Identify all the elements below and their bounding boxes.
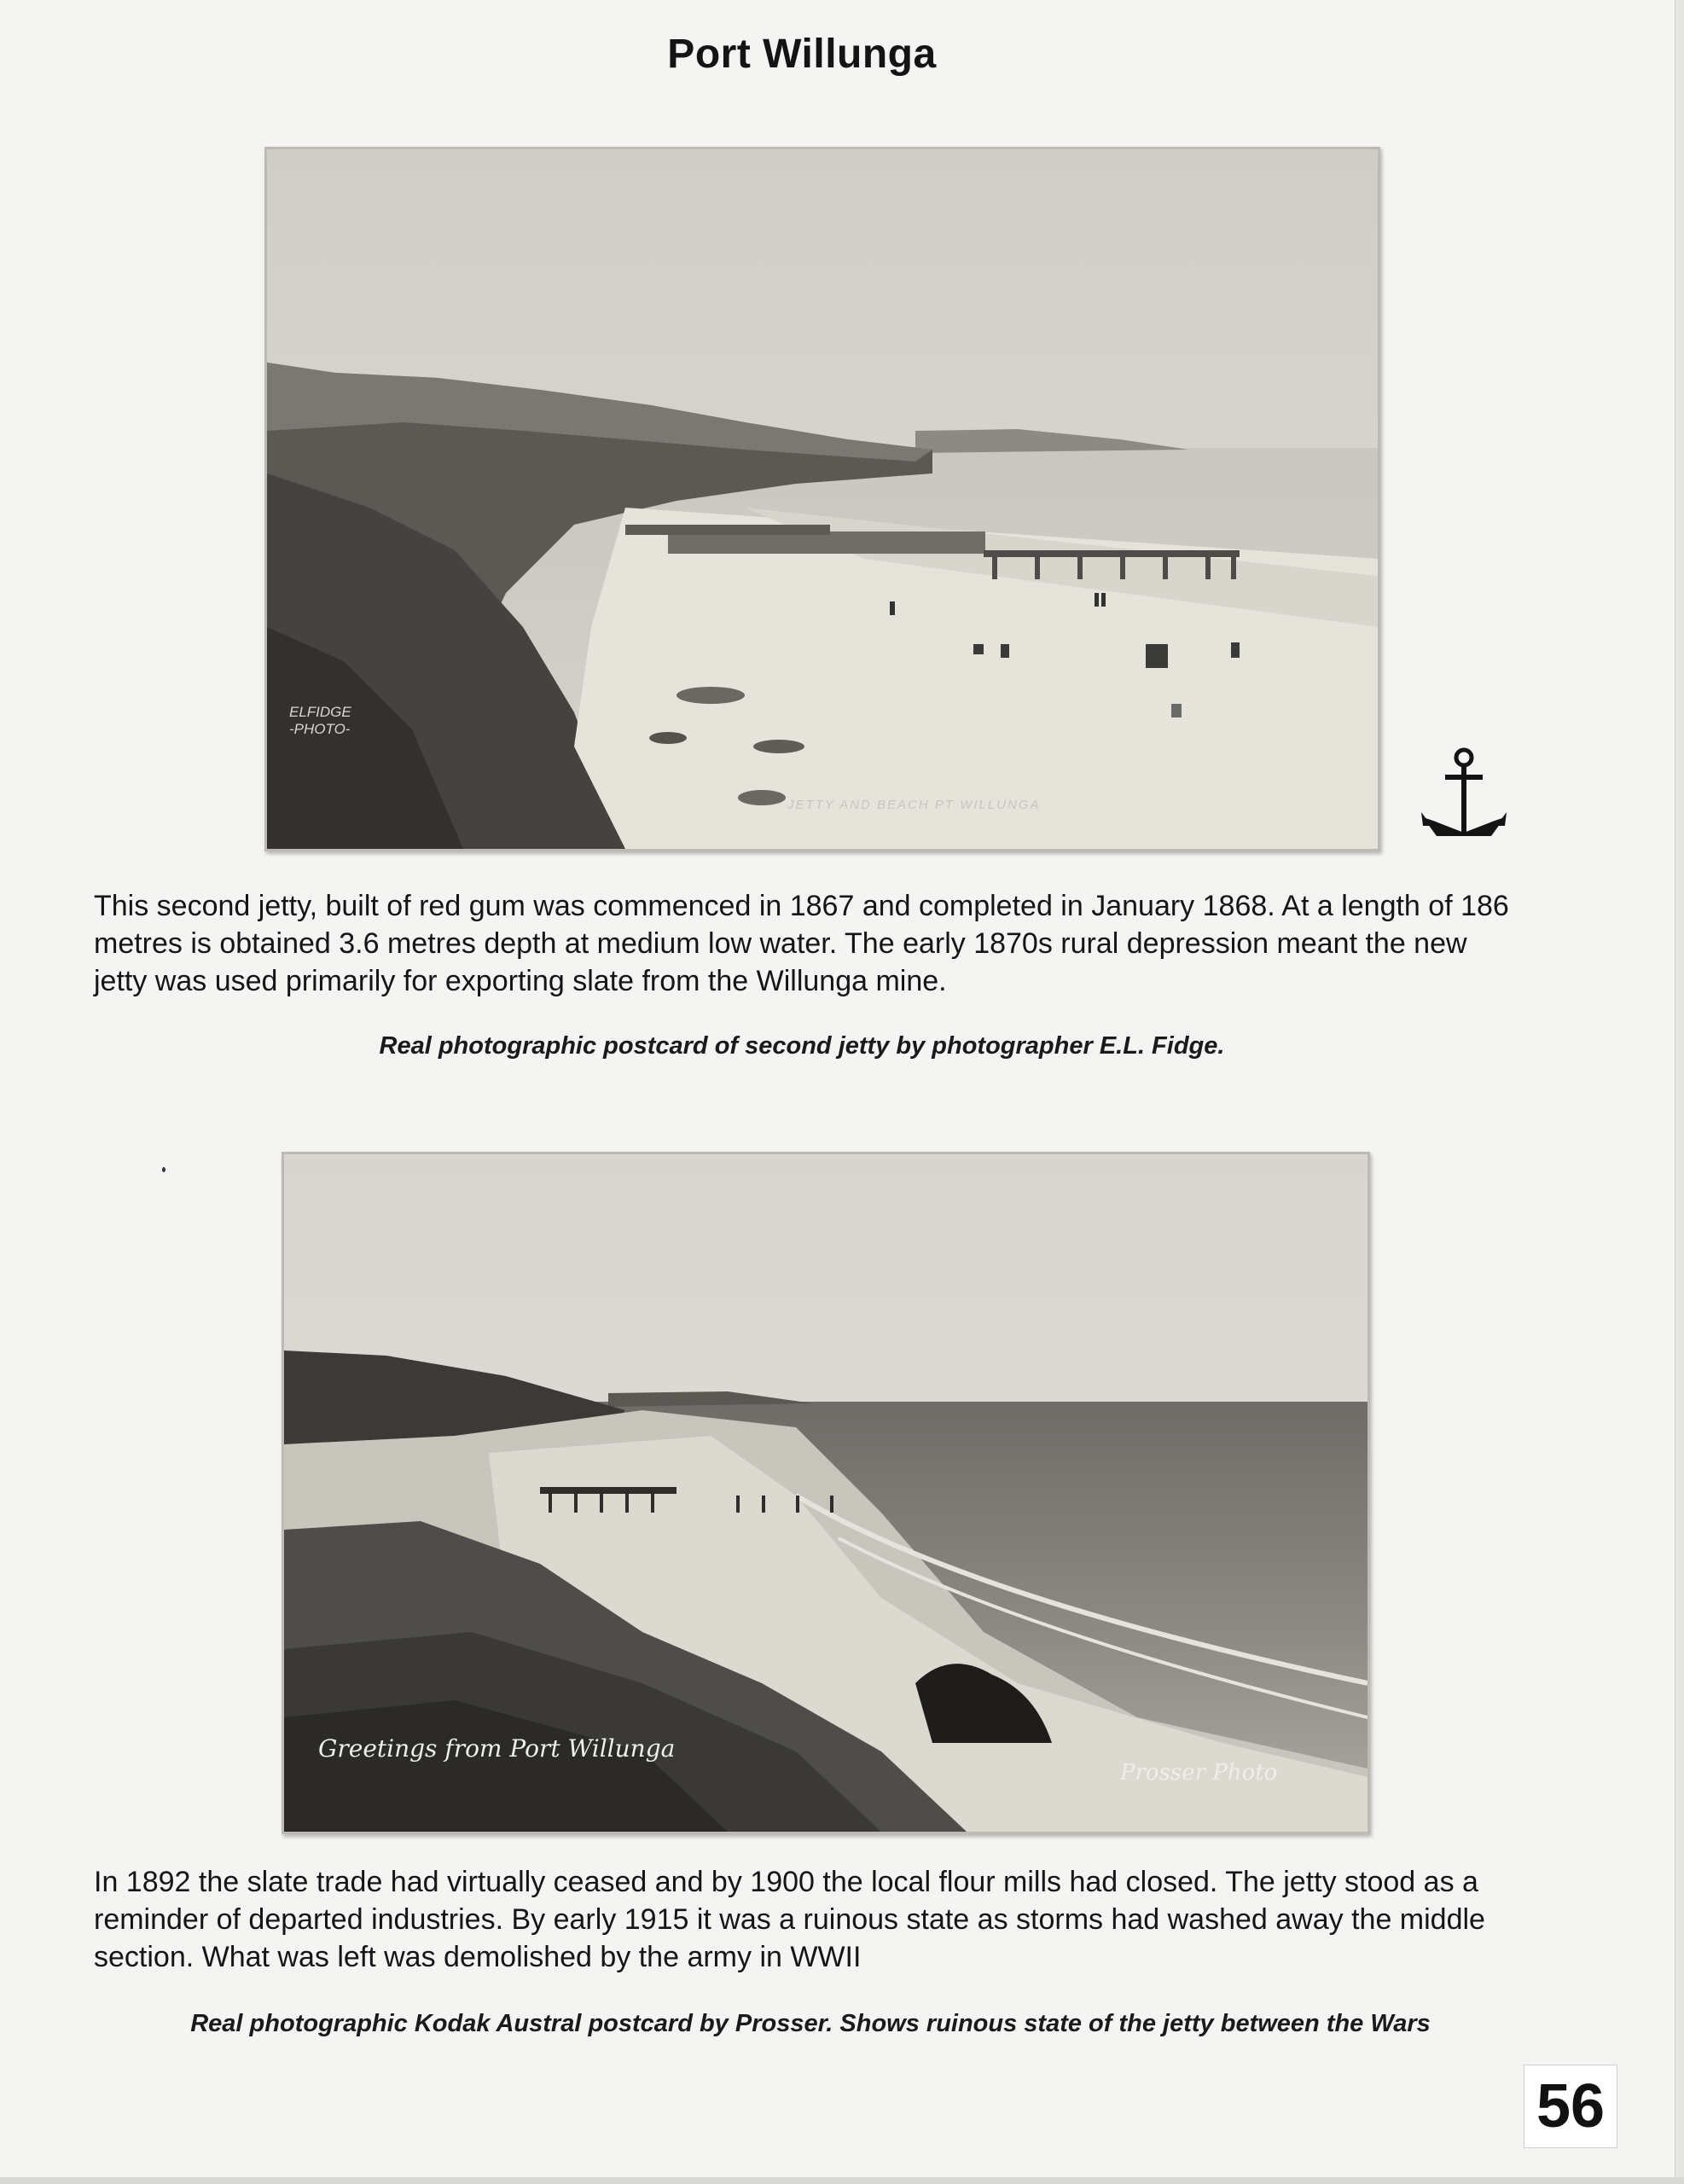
caption-postcard-1: Real photographic postcard of second jetty by photographer E.L. Fidge. (379, 1032, 1225, 1060)
postcard-image (267, 149, 1378, 849)
postcard-photo-jetty-beach (264, 147, 1380, 851)
page-number: 56 (1524, 2065, 1617, 2148)
postcard-photo-ruined-jetty (282, 1152, 1370, 1834)
page-edge-right (1675, 0, 1684, 2184)
paragraph-slate-trade: In 1892 the slate trade had virtually ceased and by 1900 the local flour mills had closed. The jetty stood as a reminder of departed industries. By early 1915 it was a ruinous state as storms had washed away the middle section. What was left was demolished by the army in WWII (94, 1866, 1485, 1973)
photo-imprint-elfidge: ELFIDGE -PHOTO- (289, 704, 351, 737)
postcard-image-2 (284, 1154, 1368, 1832)
paragraph-second-jetty: This second jetty, built of red gum was commenced in 1867 and completed in January 1868. At a length of 186 metres is obtained 3.6 metres depth at medium low water. The early 1870s rural depression meant the new jetty was used primarily for exporting slate from the Willunga mine. (94, 890, 1509, 997)
photo-imprint-title: JETTY AND BEACH PT WILLUNGA (787, 798, 1041, 812)
page-edge-bottom (0, 2177, 1684, 2184)
stray-mark (162, 1167, 165, 1172)
photo-imprint-prosser: Prosser Photo (1120, 1760, 1278, 1786)
page-title: Port Willunga (667, 32, 937, 77)
photo-imprint-greetings: Greetings from Port Willunga (318, 1734, 676, 1763)
caption-postcard-2: Real photographic Kodak Austral postcard by Prosser. Shows ruinous state of the jetty between the Wars (190, 2010, 1431, 2037)
anchor-icon (1420, 747, 1508, 843)
